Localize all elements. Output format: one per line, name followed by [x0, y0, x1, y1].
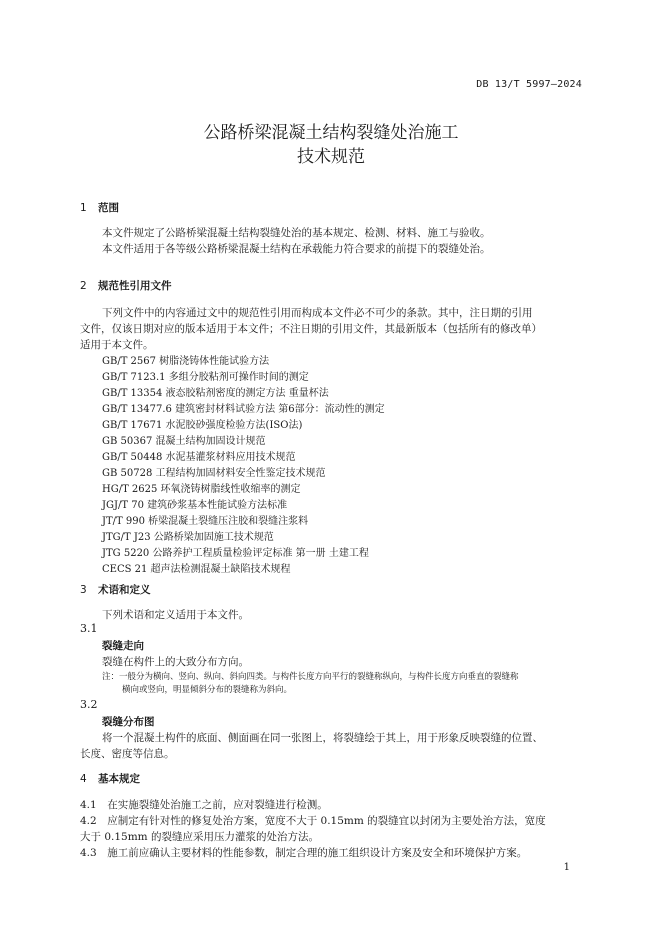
paragraph-line: 文件，仅该日期对应的版本适用于本文件；不注日期的引用文件，其最新版本（包括所有的修改单）	[80, 323, 542, 335]
term-name: 裂缝走向	[102, 640, 144, 652]
note-line: 横向或竖向，明显倾斜分布的裂缝称为斜向。	[122, 685, 293, 695]
section-heading-normative-references	[80, 278, 172, 293]
reference-item: GB/T 7123.1 多组分胶粘剂可操作时间的测定	[102, 372, 309, 383]
term-number: 3.1	[80, 622, 98, 635]
note-line: 注：一般分为横向、竖向、纵向、斜向四类。与构件长度方向平行的裂缝称纵向，与构件长度方向垂直的裂缝称	[102, 672, 519, 682]
term-number: 3.2	[80, 698, 98, 711]
reference-item: JT/T 990 桥梁混凝土裂缝压注胶和裂缝注浆料	[102, 516, 309, 527]
reference-item: GB 50728 工程结构加固材料安全性鉴定技术规范	[102, 468, 326, 479]
section-title: 范围	[98, 202, 119, 214]
clause: 4.3 施工前应确认主要材料的性能参数，制定合理的施工组织设计方案及安全和环境保护方案。	[80, 847, 528, 859]
reference-item: GB/T 50448 水泥基灌浆材料应用技术规范	[102, 452, 296, 463]
standard-number: DB 13/T 5997—2024	[476, 79, 582, 90]
reference-item: HG/T 2625 环氧浇铸树脂线性收缩率的测定	[102, 484, 301, 495]
clause-line: 大于 0.15mm 的裂缝应采用压力灌浆的处治方法。	[80, 831, 319, 843]
section-number: 1	[80, 202, 87, 214]
paragraph-line: 适用于本文件。	[80, 339, 154, 351]
reference-item: GB 50367 混凝土结构加固设计规范	[102, 436, 266, 447]
section-heading-terms	[80, 582, 151, 597]
reference-item: GB/T 17671 水泥胶砂强度检验方法(ISO法)	[102, 420, 303, 431]
reference-item: CECS 21 超声法检测混凝土缺陷技术规程	[102, 564, 291, 575]
reference-item: JTG/T J23 公路桥梁加固施工技术规范	[102, 532, 274, 543]
paragraph: 下列术语和定义适用于本文件。	[102, 609, 249, 621]
term-definition-line: 将一个混凝土构件的底面、侧面画在同一张图上，将裂缝绘于其上，用于形象反映裂缝的位置、	[102, 732, 543, 744]
section-heading-basic-provisions	[80, 771, 140, 786]
term-definition: 裂缝在构件上的大致分布方向。	[102, 656, 249, 668]
section-title: 术语和定义	[98, 584, 151, 596]
reference-item: GB/T 13354 液态胶粘剂密度的测定方法 重量杯法	[102, 388, 329, 399]
reference-item: GB/T 2567 树脂浇铸体性能试验方法	[102, 356, 270, 367]
page-number: 1	[563, 862, 570, 873]
paragraph: 本文件适用于各等级公路桥梁混凝土结构在承载能力符合要求的前提下的裂缝处治。	[102, 243, 491, 255]
document-title-line2: 技术规范	[297, 147, 365, 167]
reference-item: JGJ/T 70 建筑砂浆基本性能试验方法标准	[102, 500, 288, 511]
section-title: 规范性引用文件	[98, 280, 172, 292]
term-definition-line: 长度、密度等信息。	[80, 748, 175, 760]
section-heading-scope	[80, 200, 119, 215]
section-number: 2	[80, 280, 87, 292]
section-number: 4	[80, 773, 87, 785]
clause: 4.1 在实施裂缝处治施工之前，应对裂缝进行检测。	[80, 799, 328, 811]
section-number: 3	[80, 584, 87, 596]
section-title: 基本规定	[98, 773, 140, 785]
reference-item: JTG 5220 公路养护工程质量检验评定标准 第一册 土建工程	[102, 548, 369, 559]
reference-item: GB/T 13477.6 建筑密封材料试验方法 第6部分：流动性的测定	[102, 404, 385, 415]
paragraph: 本文件规定了公路桥梁混凝土结构裂缝处治的基本规定、检测、材料、施工与验收。	[102, 227, 491, 239]
clause-line: 4.2 应制定有针对性的修复处治方案，宽度不大于 0.15mm 的裂缝宜以封闭为主要处治方法，宽度	[80, 815, 546, 827]
paragraph-line: 下列文件中的内容通过文中的规范性引用而构成本文件必不可少的条款。其中，注日期的引用	[102, 307, 533, 319]
term-name: 裂缝分布图	[102, 716, 155, 728]
document-title-line1: 公路桥梁混凝土结构裂缝处治施工	[203, 123, 459, 143]
